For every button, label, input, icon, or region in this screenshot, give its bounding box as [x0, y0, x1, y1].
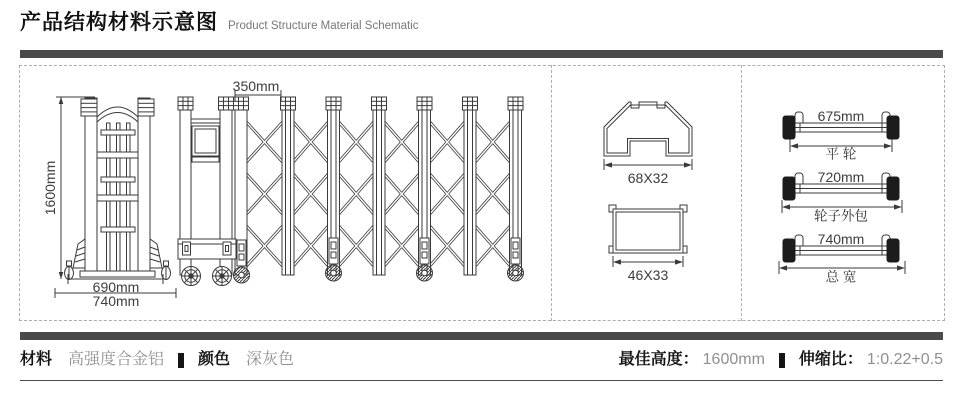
separator-bar-icon [779, 353, 785, 368]
footer-rule [20, 380, 943, 381]
material-value: 高强度合金铝 [68, 351, 165, 368]
dim-inner-width-label: 690mm [92, 279, 140, 295]
profile-46x33-drawing [609, 205, 687, 267]
wheel-width-1-value: 675mm [817, 108, 865, 124]
dim-height-label: 1600mm [42, 160, 58, 216]
best-height-label: 最佳高度： [618, 351, 699, 368]
dim-post-spacing-label: 350mm [232, 78, 280, 94]
color-label: 颜色 [198, 351, 231, 368]
footer-divider-bar [20, 332, 943, 340]
gate-front-view-drawing [55, 97, 176, 298]
profile-cross-rail-label: 46X33 [627, 267, 669, 283]
gate-side-view-drawing [178, 90, 524, 286]
profile-main-rail-label: 68X32 [627, 170, 669, 186]
ratio-value: 1:0.22+0.5 [866, 351, 943, 368]
dim-outer-width-label: 740mm [92, 293, 140, 309]
page-title: 产品结构材料示意图 [20, 11, 218, 34]
color-value: 深灰色 [246, 351, 295, 368]
specs-row [20, 346, 943, 374]
separator-bar-icon [178, 353, 184, 368]
wheel-width-2-label: 轮子外包 [814, 208, 868, 224]
profile-68x32-drawing [604, 102, 692, 170]
wheel-width-3-value: 740mm [817, 231, 865, 247]
material-label: 材料 [20, 351, 53, 368]
ratio-label: 伸缩比： [798, 351, 863, 368]
best-height-value: 1600mm [702, 351, 765, 368]
page-subtitle: Product Structure Material Schematic [228, 20, 419, 32]
wheel-width-2-value: 720mm [817, 169, 865, 185]
specs-left-group [20, 346, 294, 374]
wheel-width-3-label: 总 宽 [825, 269, 857, 285]
specs-right-group [619, 346, 943, 374]
wheel-width-1-label: 平 轮 [825, 146, 857, 162]
trolley-wheel [182, 267, 232, 286]
